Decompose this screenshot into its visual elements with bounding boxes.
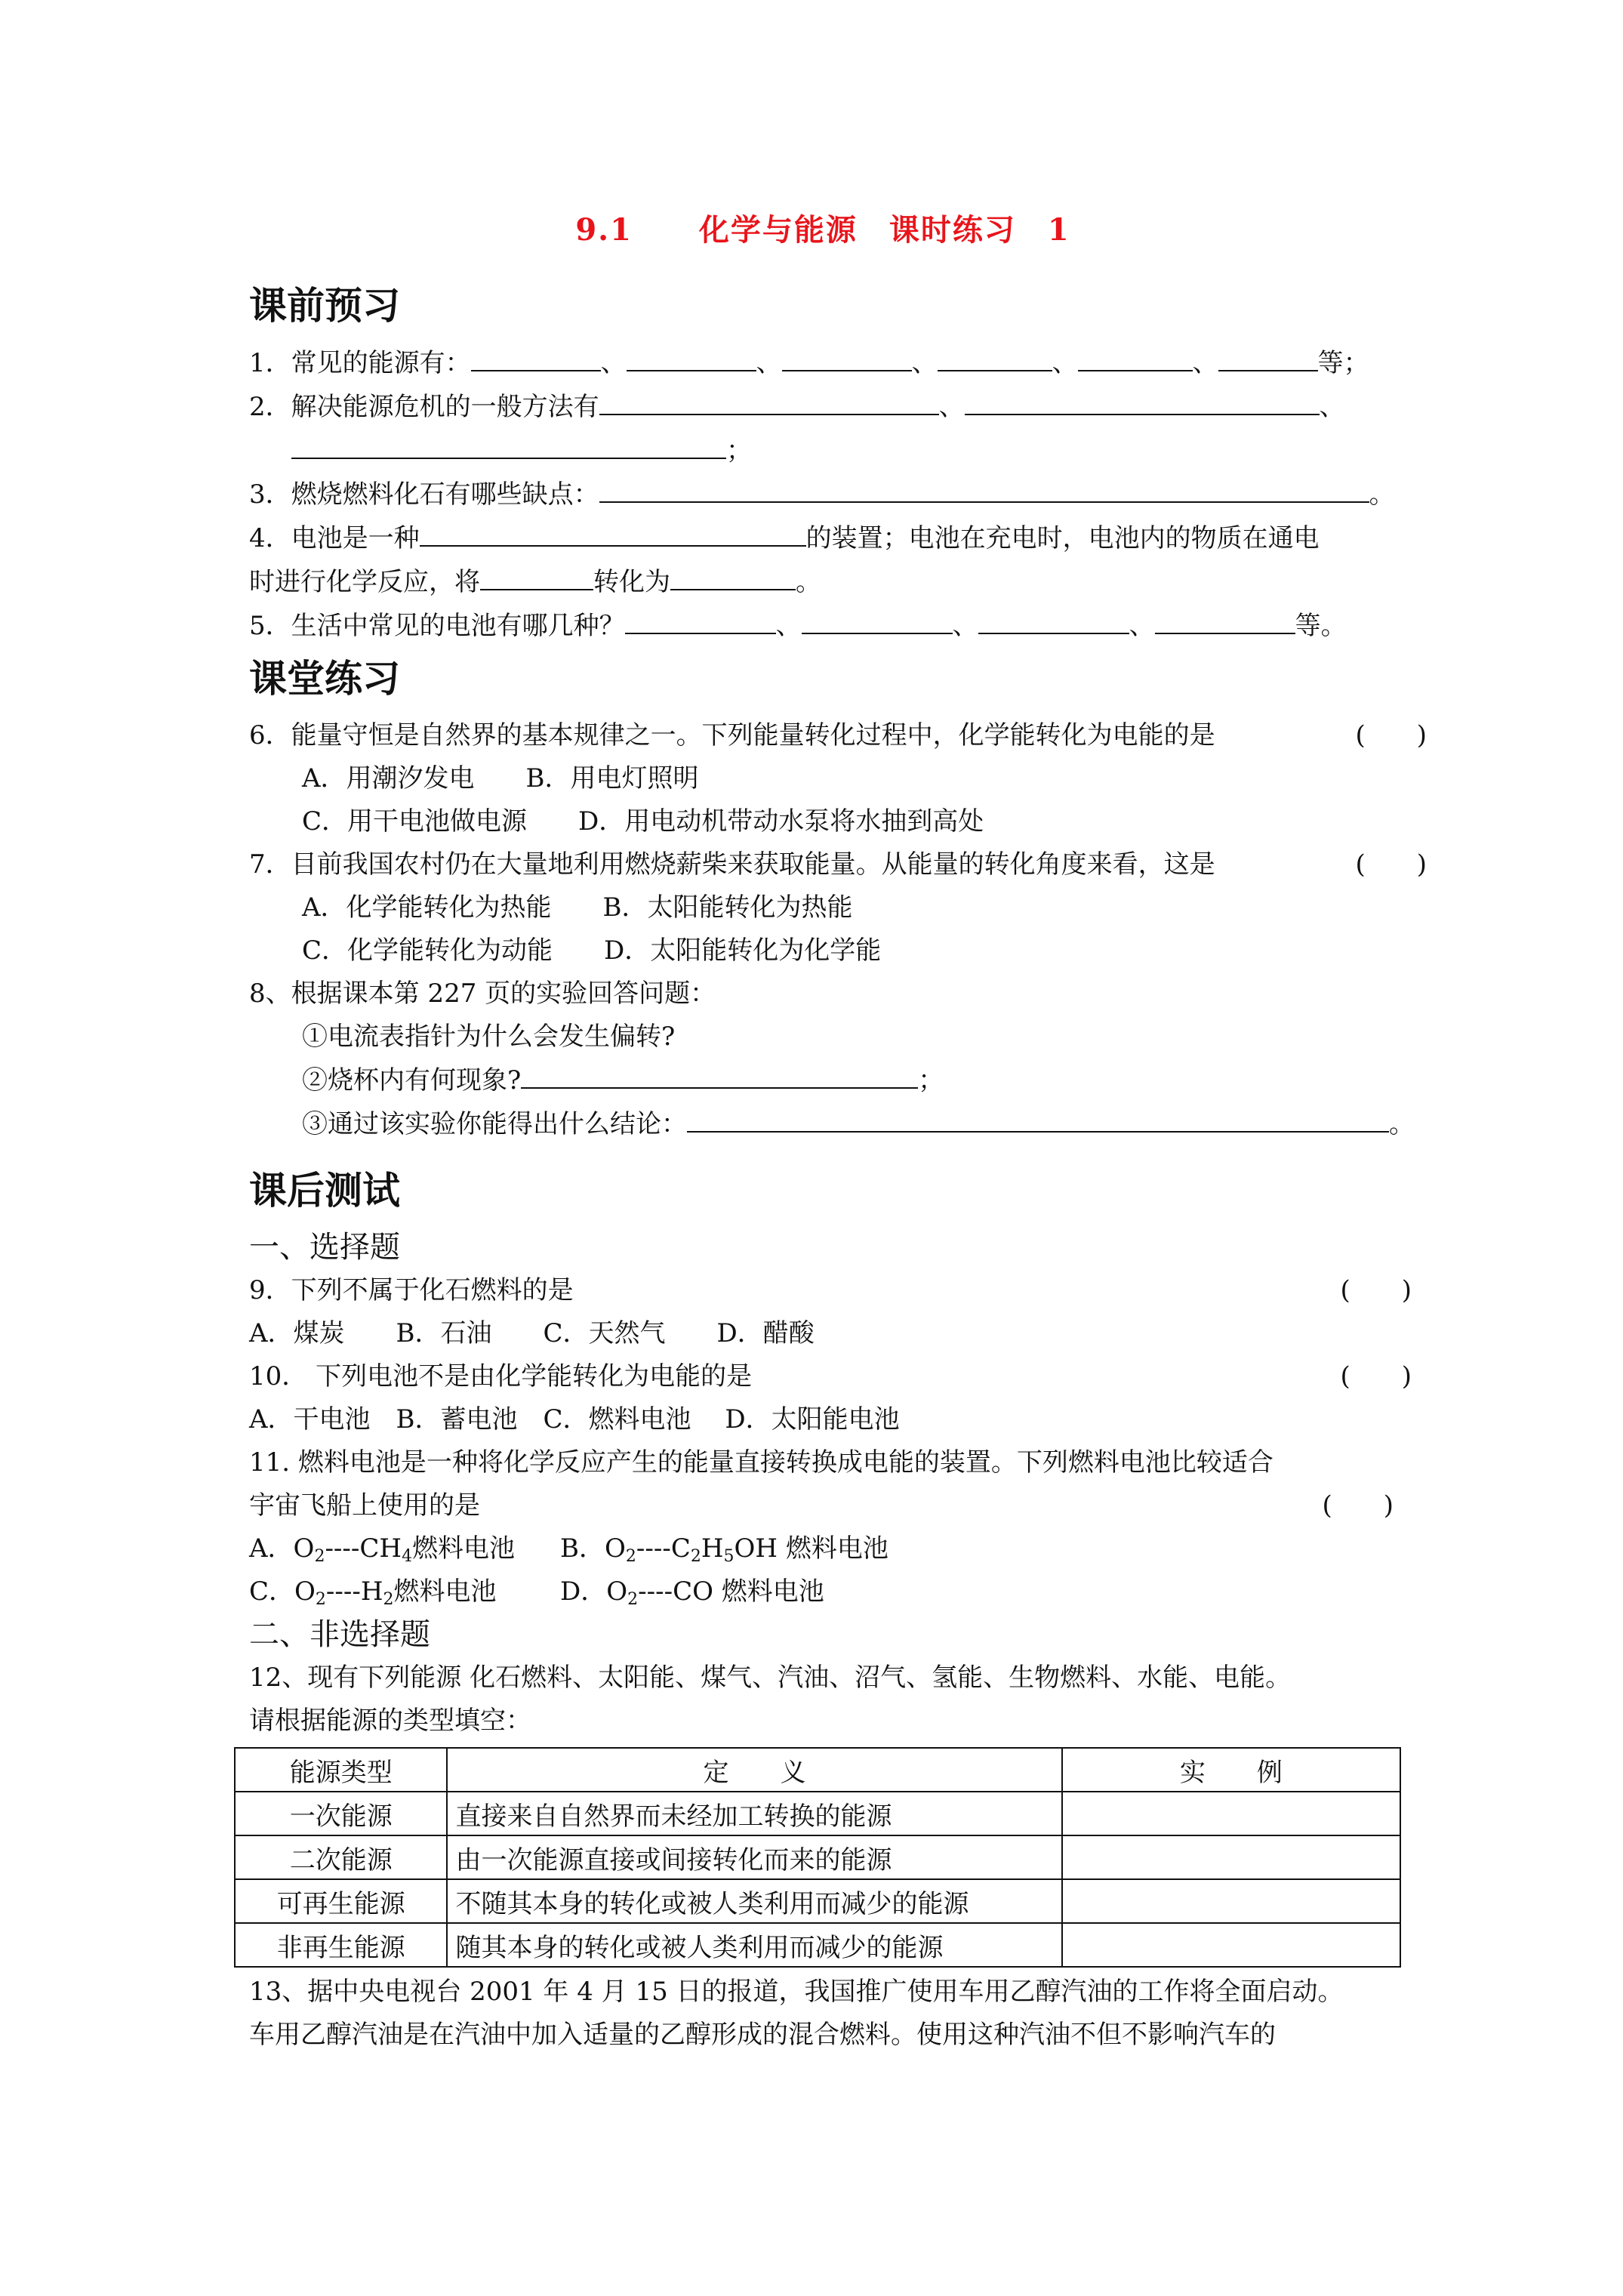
answer-blank[interactable] (627, 341, 756, 371)
separator: 、 (600, 348, 627, 378)
option-b: B．$O_2----C_2H_5OH$ 燃料电池 (560, 1533, 888, 1566)
question-12: 12、现有下列能源 化石燃料、太阳能、煤气、汽油、沼气、氢能、生物燃料、水能、电能。 (249, 1663, 1292, 1693)
energy-type-table (234, 1747, 1401, 1968)
separator: 、 (1192, 348, 1218, 378)
question-6-options-1: A．用潮汐发电 B．用电灯照明 (302, 763, 699, 794)
question-8-part-2-text: ②烧杯内有何现象? (302, 1065, 522, 1096)
question-4-text: 4．电池是一种 (249, 523, 420, 553)
question-end: 等； (1317, 348, 1369, 378)
separator: 、 (1052, 348, 1078, 378)
question-4-continued (249, 560, 1427, 604)
question-2-text: 2．解决能源危机的一般方法有 (249, 392, 599, 422)
answer-blank[interactable] (782, 341, 912, 371)
question-4-text-c: 时进行化学反应，将 (249, 567, 480, 597)
separator: 、 (756, 348, 782, 378)
question-end: 。 (796, 567, 821, 597)
answer-paren[interactable]: ( ) (1322, 1490, 1394, 1521)
separator: 、 (1129, 611, 1155, 641)
question-5 (249, 604, 1427, 648)
question-end: 等。 (1295, 611, 1347, 641)
question-7-options-2: C．化学能转化为动能 D．太阳能转化为化学能 (302, 935, 882, 966)
question-11-text-b: 宇宙飞船上使用的是 (249, 1490, 480, 1521)
section-heading-preview: 课前预习 (249, 284, 400, 328)
table-cell-type: 非再生能源 (235, 1923, 447, 1967)
answer-blank[interactable] (521, 1059, 918, 1089)
table-cell-definition: 随其本身的转化或被人类利用而减少的能源 (447, 1923, 1061, 1967)
question-1 (249, 341, 1427, 385)
question-6 (249, 714, 1427, 757)
answer-paren[interactable]: ( ) (1340, 1361, 1412, 1391)
question-8-part-3-text: ③通过该实验你能得出什么结论： (302, 1109, 687, 1139)
separator: 、 (938, 392, 965, 422)
table-header: 定 义 (447, 1748, 1061, 1792)
table-row (235, 1879, 1400, 1923)
answer-blank[interactable] (978, 604, 1129, 634)
section-heading-after: 课后测试 (249, 1169, 400, 1213)
answer-blank[interactable] (420, 516, 806, 547)
question-10-text: 10． 下列电池不是由化学能转化为电能的是 (249, 1361, 753, 1391)
table-header: 实 例 (1062, 1748, 1400, 1792)
question-4-text-d: 转化为 (593, 567, 670, 597)
table-cell-type: 二次能源 (235, 1835, 447, 1879)
answer-blank[interactable] (1078, 341, 1193, 371)
question-2 (249, 385, 1427, 429)
question-end: 。 (1389, 1109, 1415, 1139)
question-8-part-2 (249, 1059, 1427, 1102)
question-8-part-1: ①电流表指针为什么会发生偏转? (302, 1022, 676, 1052)
question-end: ； (726, 436, 752, 466)
table-row (235, 1923, 1400, 1967)
answer-blank[interactable] (471, 341, 601, 371)
question-6-options-2: C．用干电池做电源 D．用电动机带动水泵将水抽到高处 (302, 806, 984, 837)
question-11-continued (249, 1484, 1427, 1527)
separator: 、 (775, 611, 802, 641)
question-10-options: A．干电池 B．蓄电池 C．燃料电池 D．太阳能电池 (249, 1404, 900, 1435)
option-a: A．$O_2----CH_4$燃料电池 (249, 1533, 516, 1566)
question-13: 13、据中央电视台 2001 年 4 月 15 日的报道，我国推广使用车用乙醇汽油的工作将全面启动。 (249, 1977, 1344, 2007)
question-8-part-3 (249, 1102, 1427, 1146)
separator: 、 (952, 611, 978, 641)
question-3-text: 3．燃烧燃料化石有哪些缺点： (249, 479, 599, 510)
page-title: 9.1 化学与能源 课时练习 1 (575, 212, 1070, 248)
option-c: C．$O_2----H_2$燃料电池 (249, 1576, 497, 1609)
question-3 (249, 473, 1427, 516)
table-header-row (235, 1748, 1400, 1792)
section-heading-classroom: 课堂练习 (249, 657, 400, 701)
answer-blank[interactable] (670, 560, 796, 590)
separator: 、 (1319, 392, 1345, 422)
part-heading-nonchoice: 二、非选择题 (249, 1617, 430, 1652)
question-4 (249, 516, 1427, 560)
answer-blank[interactable] (687, 1102, 1389, 1133)
answer-blank[interactable] (802, 604, 953, 634)
answer-blank[interactable] (599, 473, 1369, 503)
question-9 (249, 1269, 1427, 1312)
question-9-options: A．煤炭 B．石油 C．天然气 D．醋酸 (249, 1318, 815, 1348)
part-heading-choice: 一、选择题 (249, 1230, 400, 1265)
question-11-options-1 (249, 1527, 1427, 1570)
worksheet-page (249, 204, 1427, 2057)
question-end: ； (918, 1065, 944, 1096)
table-row (235, 1835, 1400, 1879)
question-5-text: 5．生活中常见的电池有哪几种？ (249, 611, 625, 641)
question-6-text: 6．能量守恒是自然界的基本规律之一。下列能量转化过程中，化学能转化为电能的是 (249, 720, 1215, 750)
table-cell-example[interactable] (1062, 1835, 1400, 1879)
question-7-text: 7．目前我国农村仍在大量地利用燃烧薪柴来获取能量。从能量的转化角度来看，这是 (249, 849, 1215, 880)
table-header: 能源类型 (235, 1748, 447, 1792)
answer-blank[interactable] (938, 341, 1052, 371)
question-7 (249, 843, 1427, 886)
table-cell-definition: 不随其本身的转化或被人类利用而减少的能源 (447, 1879, 1061, 1923)
table-row (235, 1792, 1400, 1835)
answer-blank[interactable] (480, 560, 593, 590)
question-9-text: 9．下列不属于化石燃料的是 (249, 1275, 574, 1305)
question-4-text-b: 的装置；电池在充电时，电池内的物质在通电 (805, 523, 1320, 553)
answer-blank[interactable] (599, 385, 939, 415)
table-cell-example[interactable] (1062, 1792, 1400, 1835)
question-8: 8、根据课本第 227 页的实验回答问题： (249, 978, 716, 1009)
question-10 (249, 1355, 1427, 1398)
table-cell-type: 可再生能源 (235, 1879, 447, 1923)
separator: 、 (911, 348, 938, 378)
answer-blank[interactable] (625, 604, 776, 634)
question-1-text: 1．常见的能源有： (249, 348, 471, 378)
question-7-options-1: A．化学能转化为热能 B．太阳能转化为热能 (302, 892, 853, 923)
option-d: D．$O_2----CO$ 燃料电池 (560, 1576, 824, 1609)
answer-blank[interactable] (1155, 604, 1295, 634)
answer-paren[interactable]: ( ) (1355, 849, 1427, 880)
answer-paren[interactable]: ( ) (1355, 720, 1427, 750)
question-11-options-2 (249, 1570, 1427, 1613)
question-13-continued: 车用乙醇汽油是在汽油中加入适量的乙醇形成的混合燃料。使用这种汽油不但不影响汽车的 (249, 2020, 1276, 2050)
table-cell-type: 一次能源 (235, 1792, 447, 1835)
table-cell-example[interactable] (1062, 1923, 1400, 1967)
question-11: 11. 燃料电池是一种将化学反应产生的能量直接转换成电能的装置。下列燃料电池比较适合 (249, 1447, 1273, 1478)
question-12-continued: 请根据能源的类型填空： (249, 1706, 531, 1736)
table-cell-example[interactable] (1062, 1879, 1400, 1923)
answer-blank[interactable] (965, 385, 1320, 415)
question-2-continued (249, 429, 1427, 473)
question-end: 。 (1369, 479, 1395, 510)
answer-blank[interactable] (291, 429, 726, 459)
table-cell-definition: 由一次能源直接或间接转化而来的能源 (447, 1835, 1061, 1879)
answer-paren[interactable]: ( ) (1340, 1275, 1412, 1305)
table-cell-definition: 直接来自自然界而未经加工转换的能源 (447, 1792, 1061, 1835)
answer-blank[interactable] (1218, 341, 1318, 371)
